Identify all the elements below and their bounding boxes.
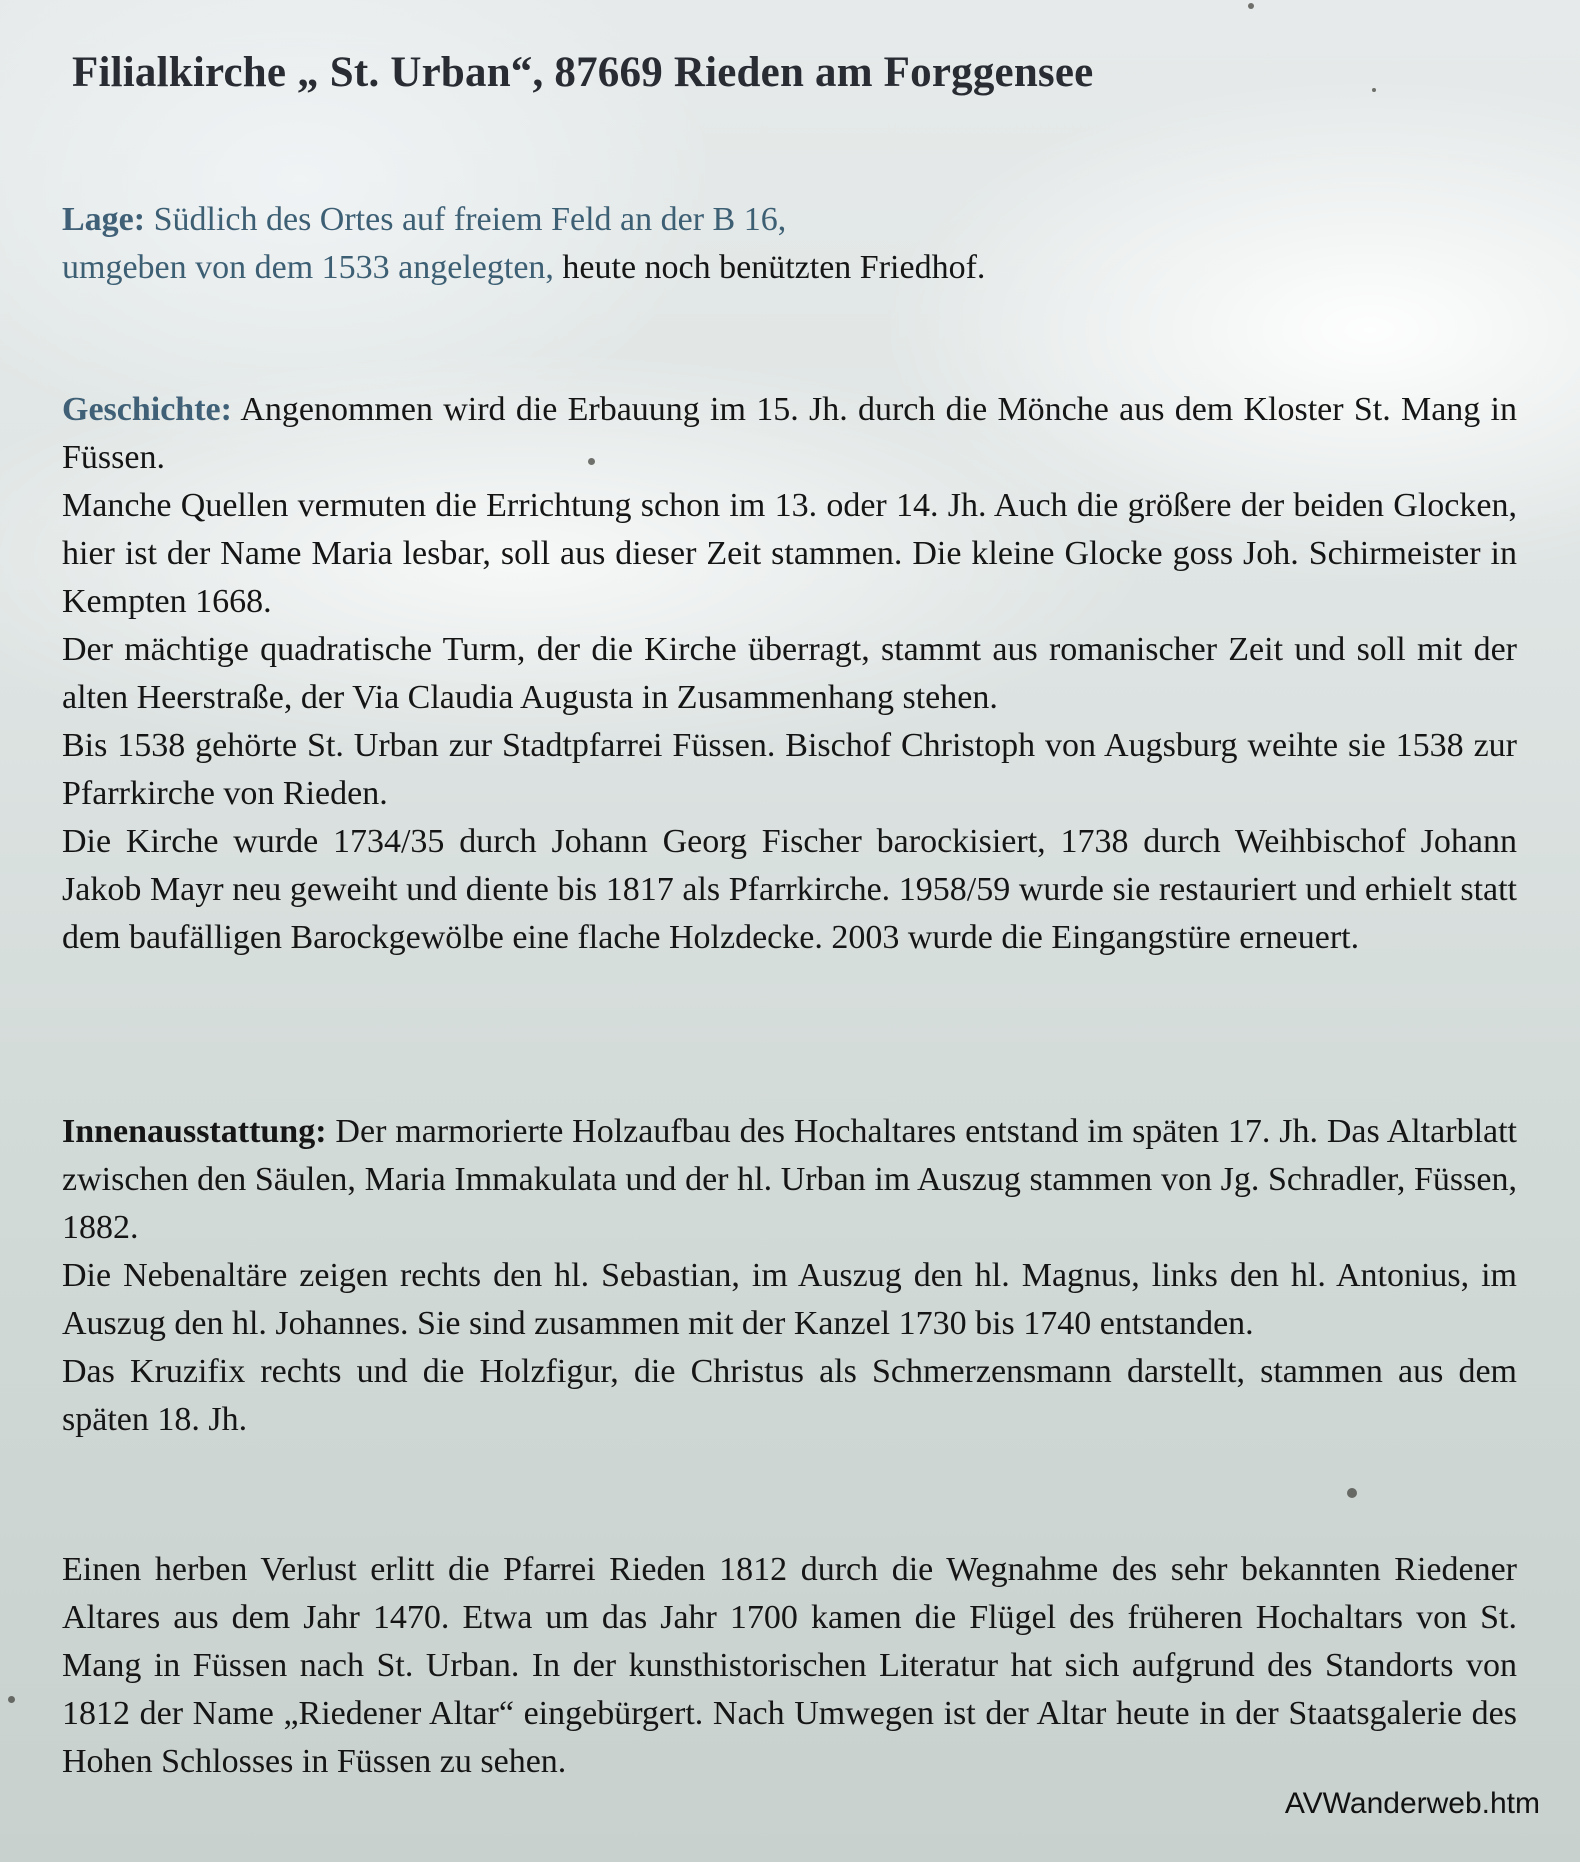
geschichte-p4: Bis 1538 gehörte St. Urban zur Stadtpfarrei Füssen. Bischof Christoph von Augsburg weihte sie 1538 zur Pfarrkirche von Rieden.	[62, 727, 1517, 812]
innen-p3: Das Kruzifix rechts und die Holzfigur, die Christus als Schmerzensmann darstellt, stammen aus dem späten 18. Jh.	[62, 1353, 1517, 1438]
lage-line-1-text: Südlich des Ortes auf freiem Feld an der B 16,	[153, 201, 787, 238]
speck	[1372, 88, 1376, 92]
geschichte-p1	[62, 386, 1517, 482]
lage-line-1	[62, 196, 1517, 244]
geschichte-p2: Manche Quellen vermuten die Errichtung schon im 13. oder 14. Jh. Auch die größere der beiden Glocken, hier ist der Name Maria lesbar, soll aus dieser Zeit stammen. Die kleine Glocke goss Joh. Schirmeister in Kempten 1668.	[62, 487, 1517, 620]
section-innenausstattung	[62, 1108, 1517, 1444]
speck	[8, 1696, 15, 1703]
innen-p2: Die Nebenaltäre zeigen rechts den hl. Sebastian, im Auszug den hl. Magnus, links den hl. Antonius, im Auszug den hl. Johannes. Sie sind zusammen mit der Kanzel 1730 bis 1740 entstanden.	[62, 1257, 1517, 1342]
sign-title: Filialkirche „ St. Urban“, 87669 Rieden am Forggensee	[72, 49, 1094, 96]
lage-heading: Lage:	[62, 201, 146, 238]
section-lage	[62, 196, 1517, 292]
geschichte-p1-text: Angenommen wird die Erbauung im 15. Jh. durch die Mönche aus dem Kloster St. Mang in Füssen.	[62, 391, 1517, 476]
innen-heading: Innenausstattung:	[62, 1113, 327, 1150]
innen-p1	[62, 1108, 1517, 1252]
verlust-p1: Einen herben Verlust erlitt die Pfarrei Rieden 1812 durch die Wegnahme des sehr bekannten Riedener Altares aus dem Jahr 1470. Etwa um das Jahr 1700 kamen die Flügel des früheren Hochaltars von St. Mang in Füssen nach St. Urban. In der kunsthistorischen Literatur hat sich aufgrund des Standorts von 1812 der Name „Riedener Altar“ eingebürgert. Nach Umwegen ist der Altar heute in der Staatsgalerie des Hohen Schlosses in Füssen zu sehen.	[62, 1551, 1517, 1780]
geschichte-p3: Der mächtige quadratische Turm, der die Kirche überragt, stammt aus romanischer Zeit und soll mit der alten Heerstraße, der Via Claudia Augusta in Zusammenhang stehen.	[62, 631, 1517, 716]
innen-p1-text: Der marmorierte Holzaufbau des Hochaltares entstand im späten 17. Jh. Das Altarblatt zwischen den Säulen, Maria Immakulata und der hl. Urban im Auszug stammen von Jg. Schradler, Füssen, 1882.	[62, 1113, 1517, 1246]
section-verlust	[62, 1546, 1517, 1786]
lage-line-2	[62, 244, 1517, 292]
speck	[1248, 3, 1254, 9]
section-geschichte	[62, 386, 1517, 962]
speck	[1347, 1488, 1357, 1498]
geschichte-heading: Geschichte:	[62, 391, 232, 428]
lage-line-2a: umgeben von dem 1533 angelegten,	[62, 249, 554, 286]
lage-line-2b: heute noch benützten Friedhof.	[562, 249, 986, 286]
geschichte-p5: Die Kirche wurde 1734/35 durch Johann Georg Fischer barockisiert, 1738 durch Weihbischof Johann Jakob Mayr neu geweiht und diente bis 1817 als Pfarrkirche. 1958/59 wurde sie restauriert und erhielt statt dem baufälligen Barockgewölbe eine flache Holzdecke. 2003 wurde die Eingangstüre erneuert.	[62, 823, 1517, 956]
credit-label: AVWanderweb.htm	[1284, 1787, 1540, 1820]
